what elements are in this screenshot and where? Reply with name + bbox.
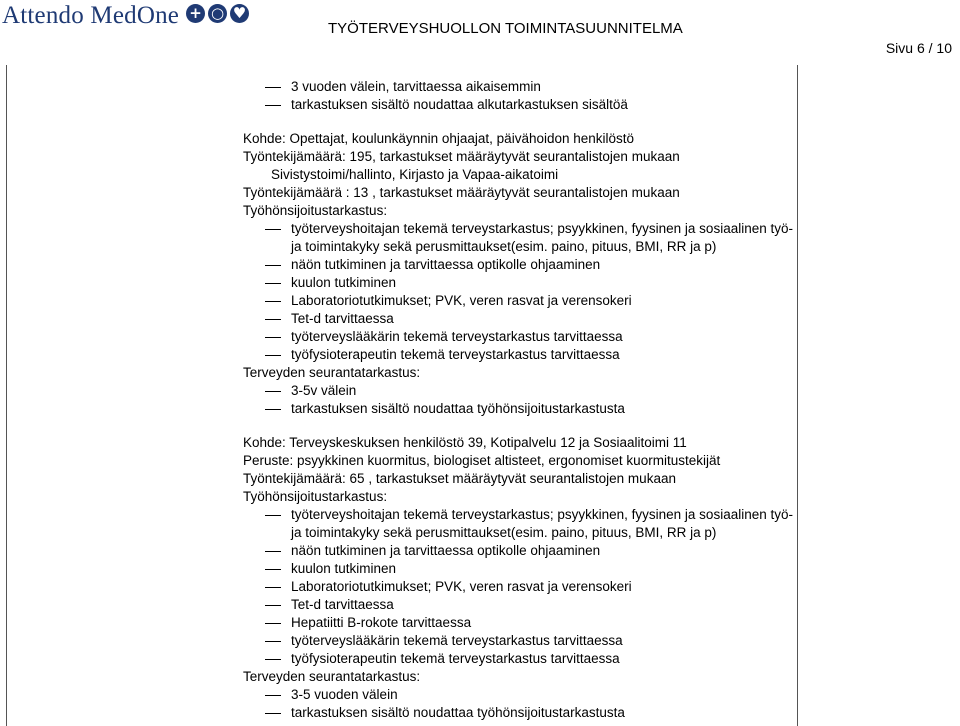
list-item: Tet-d tarvittaessa <box>243 310 803 328</box>
list-item: tarkastuksen sisältö noudattaa työhönsijoitustarkastusta <box>243 400 803 418</box>
list-item: näön tutkiminen ja tarvittaessa optikolle ohjaaminen <box>243 542 803 560</box>
list-item: 3-5v välein <box>243 382 803 400</box>
employee-count: Työntekijämäärä : 13 , tarkastukset määräytyvät seurantalistojen mukaan <box>243 185 680 200</box>
list-item: Tet-d tarvittaessa <box>243 596 803 614</box>
list-item: työterveyslääkärin tekemä terveystarkastus tarvittaessa <box>243 632 803 650</box>
list-item: tarkastuksen sisältö noudattaa alkutarkastuksen sisältöä <box>243 96 803 114</box>
employee-count: Työntekijämäärä: 195, tarkastukset määräytyvät seurantalistojen mukaan <box>243 149 680 164</box>
employee-count: Työntekijämäärä: 65 , tarkastukset määräytyvät seurantalistojen mukaan <box>243 471 676 486</box>
list-item: kuulon tutkiminen <box>243 274 803 292</box>
list-item-continuation: ja toimintakyky sekä perusmittaukset(esim. paino, pituus, BMI, RR ja p) <box>291 239 717 254</box>
frame-left-border <box>6 65 7 726</box>
section-heading: Terveyden seurantatarkastus: <box>243 365 421 380</box>
plus-circle-icon: + <box>186 4 205 23</box>
list-item: Laboratoriotutkimukset; PVK, veren rasvat ja verensokeri <box>243 292 803 310</box>
list-item: työterveyshoitajan tekemä terveystarkastus; psyykkinen, fyysinen ja sosiaalinen työ- <box>243 506 803 524</box>
list-item: työfysioterapeutin tekemä terveystarkastus tarvittaessa <box>243 346 803 364</box>
list-item: Laboratoriotutkimukset; PVK, veren rasvat ja verensokeri <box>243 578 803 596</box>
attendo-medone-logo: Attendo MedOne <box>2 2 180 29</box>
list-item: työfysioterapeutin tekemä terveystarkastus tarvittaessa <box>243 650 803 668</box>
list-item: Hepatiitti B-rokote tarvittaessa <box>243 614 803 632</box>
document-body <box>243 78 803 722</box>
page-number: Sivu 6 / 10 <box>885 40 952 56</box>
document-title: TYÖTERVEYSHUOLLON TOIMINTASUUNNITELMA <box>328 20 683 37</box>
list-item: työterveyslääkärin tekemä terveystarkastus tarvittaessa <box>243 328 803 346</box>
section-kohde: Kohde: Opettajat, koulunkäynnin ohjaajat, päivähoidon henkilöstö <box>243 131 635 146</box>
section-peruste: Peruste: psyykkinen kuormitus, biologiset altisteet, ergonomiset kuormitustekijät <box>243 453 721 468</box>
section-kohde: Kohde: Terveyskeskuksen henkilöstö 39, Kotipalvelu 12 ja Sosiaalitoimi 11 <box>243 435 687 450</box>
section-heading: Terveyden seurantatarkastus: <box>243 669 421 684</box>
heart-icon: ♥ <box>230 4 249 23</box>
list-item: 3-5 vuoden välein <box>243 686 803 704</box>
page-header <box>0 0 960 44</box>
list-item: 3 vuoden välein, tarvittaessa aikaisemmin <box>243 78 803 96</box>
subsection-title: Sivistystoimi/hallinto, Kirjasto ja Vapaa-aikatoimi <box>271 167 559 182</box>
list-item: kuulon tutkiminen <box>243 560 803 578</box>
list-item-continuation: ja toimintakyky sekä perusmittaukset(esim. paino, pituus, BMI, RR ja p) <box>291 525 717 540</box>
logo-icons <box>186 4 249 23</box>
list-item: näön tutkiminen ja tarvittaessa optikolle ohjaaminen <box>243 256 803 274</box>
list-item: työterveyshoitajan tekemä terveystarkastus; psyykkinen, fyysinen ja sosiaalinen työ- <box>243 220 803 238</box>
section-heading: Työhönsijoitustarkastus: <box>243 203 388 218</box>
section-heading: Työhönsijoitustarkastus: <box>243 489 388 504</box>
circle-icon: ○ <box>208 4 227 23</box>
list-item: tarkastuksen sisältö noudattaa työhönsijoitustarkastusta <box>243 704 803 722</box>
